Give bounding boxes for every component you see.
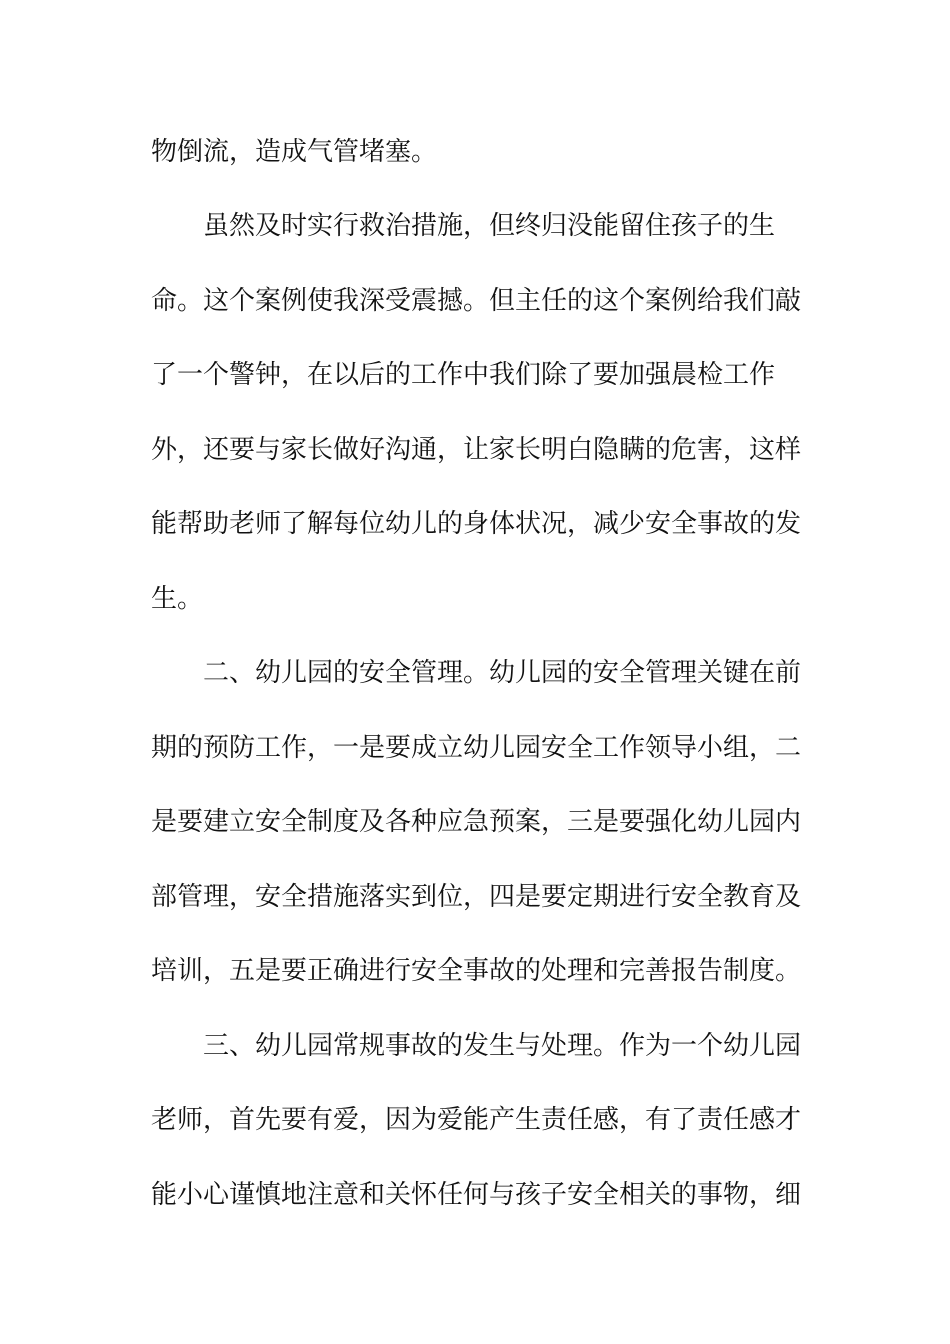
paragraph-1-line-2: 命。这个案例使我深受震撼。但主任的这个案例给我们敲 xyxy=(151,286,802,316)
paragraph-3-line-1: 三、幼儿园常规事故的发生与处理。作为一个幼儿园 xyxy=(203,1031,802,1061)
paragraph-3-line-3: 能小心谨慎地注意和关怀任何与孩子安全相关的事物，细 xyxy=(151,1180,802,1210)
paragraph-1-line-5: 能帮助老师了解每位幼儿的身体状况，减少安全事故的发 xyxy=(151,509,802,539)
paragraph-1-line-4: 外，还要与家长做好沟通，让家长明白隐瞒的危害，这样 xyxy=(151,435,802,465)
text-line-1: 物倒流，造成气管堵塞。 xyxy=(151,137,438,167)
paragraph-1-line-6: 生。 xyxy=(151,584,204,614)
paragraph-1-line-3: 了一个警钟，在以后的工作中我们除了要加强晨检工作 xyxy=(151,360,776,390)
paragraph-2-line-5: 培训，五是要正确进行安全事故的处理和完善报告制度。 xyxy=(151,956,802,986)
paragraph-2-line-4: 部管理，安全措施落实到位，四是要定期进行安全教育及 xyxy=(151,882,802,912)
paragraph-3-line-2: 老师，首先要有爱，因为爱能产生责任感，有了责任感才 xyxy=(151,1105,802,1135)
paragraph-2-line-2: 期的预防工作，一是要成立幼儿园安全工作领导小组，二 xyxy=(151,733,802,763)
paragraph-2-line-1: 二、幼儿园的安全管理。幼儿园的安全管理关键在前 xyxy=(203,658,802,688)
paragraph-2-line-3: 是要建立安全制度及各种应急预案，三是要强化幼儿园内 xyxy=(151,807,802,837)
paragraph-1-line-1: 虽然及时实行救治措施，但终归没能留住孩子的生 xyxy=(203,211,776,241)
